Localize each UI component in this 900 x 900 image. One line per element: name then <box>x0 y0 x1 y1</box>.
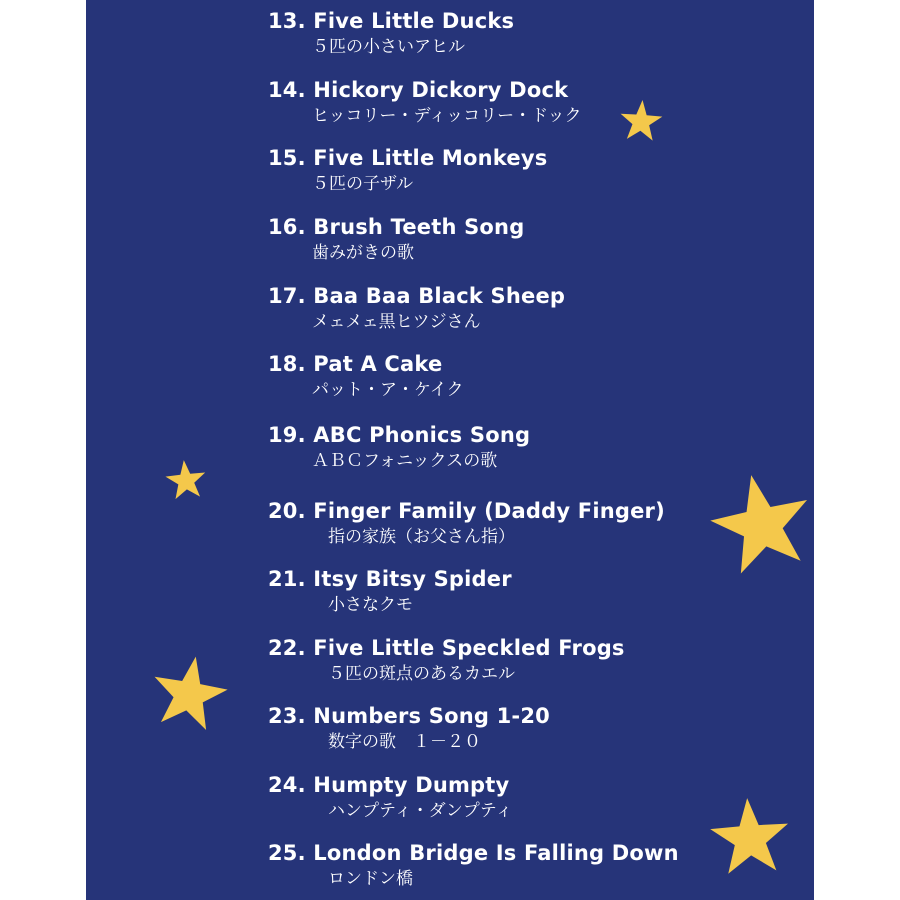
star-icon <box>164 460 208 502</box>
song-subtitle: 指の家族（お父さん指） <box>328 527 515 547</box>
song-subtitle: 数字の歌 １－２０ <box>328 732 481 752</box>
star-icon <box>148 656 230 734</box>
song-subtitle: ５匹の子ザル <box>312 174 414 194</box>
song-subtitle: 小さなクモ <box>328 595 413 615</box>
song-subtitle: ５匹の斑点のあるカエル <box>328 664 515 684</box>
song-title: 21. Itsy Bitsy Spider <box>268 567 512 591</box>
song-title: 17. Baa Baa Black Sheep <box>268 284 566 308</box>
star-icon <box>708 798 792 880</box>
song-title: 13. Five Little Ducks <box>268 9 515 33</box>
star-icon <box>710 472 814 580</box>
song-subtitle: ロンドン橋 <box>328 869 413 889</box>
song-title: 22. Five Little Speckled Frogs <box>268 636 625 660</box>
song-subtitle: ハンプティ・ダンプティ <box>328 801 513 821</box>
song-subtitle: パット・ア・ケイク <box>312 380 464 400</box>
song-subtitle: ５匹の小さいアヒル <box>312 37 465 57</box>
song-title: 19. ABC Phonics Song <box>268 423 531 447</box>
song-title: 18. Pat A Cake <box>268 352 443 376</box>
song-subtitle: ヒッコリー・ディッコリー・ドック <box>312 106 582 126</box>
star-icon <box>618 100 664 144</box>
song-list-panel <box>86 0 814 900</box>
song-subtitle: 歯みがきの歌 <box>312 243 414 263</box>
song-title: 16. Brush Teeth Song <box>268 215 525 239</box>
song-subtitle: ＡＢＣフォニックスの歌 <box>312 451 498 471</box>
song-title: 15. Five Little Monkeys <box>268 146 548 170</box>
song-title: 24. Humpty Dumpty <box>268 773 510 797</box>
song-title: 14. Hickory Dickory Dock <box>268 78 569 102</box>
song-subtitle: メェメェ黒ヒツジさん <box>312 312 481 332</box>
song-title: 20. Finger Family (Daddy Finger) <box>268 499 665 523</box>
song-title: 23. Numbers Song 1-20 <box>268 704 550 728</box>
song-title: 25. London Bridge Is Falling Down <box>268 841 679 865</box>
